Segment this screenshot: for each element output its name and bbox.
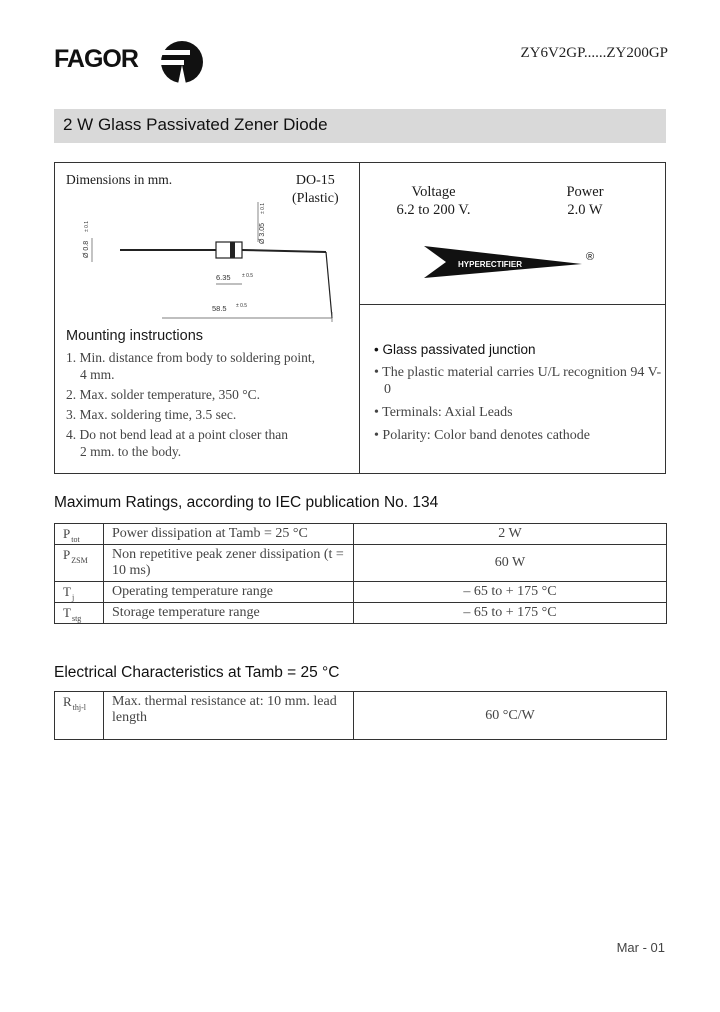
- feature-item: • Glass passivated junction: [374, 342, 536, 357]
- max-ratings-table: [54, 523, 667, 624]
- mounting-list: [66, 349, 354, 463]
- description-cell: Power dissipation at Tamb = 25 °C: [104, 524, 354, 545]
- value-cell: 60 W: [354, 545, 667, 582]
- part-range: ZY6V2GP......ZY200GP: [520, 45, 668, 61]
- table-row: [55, 524, 667, 545]
- table-row: [55, 545, 667, 582]
- symbol-cell: $T_{stg}$: [55, 603, 104, 624]
- power-spec: [542, 183, 628, 219]
- lead-diameter-tolerance: ± 0.1: [84, 220, 90, 232]
- value-cell: 60 °C/W: [354, 692, 667, 740]
- description-cell: Storage temperature range: [104, 603, 354, 624]
- package-name: DO-15: [295, 173, 335, 188]
- table-row: [55, 692, 667, 740]
- lead-diameter-label: Ø 0.8: [83, 240, 90, 258]
- panel-divider: [359, 162, 360, 474]
- mounting-item: 2. Max. solder temperature, 350 °C.: [66, 387, 260, 402]
- dimensions-label: Dimensions in mm.: [66, 172, 173, 187]
- voltage-label: Voltage: [411, 184, 456, 200]
- feature-item: • The plastic material carries U/L recognition 94 V-0: [374, 365, 662, 397]
- hyperectifier-text: HYPERECTIFIER: [458, 260, 523, 269]
- symbol-cell: $P_{tot}$: [55, 524, 104, 545]
- electrical-heading: Electrical Characteristics at Tamb = 25 °C: [54, 664, 340, 681]
- mounting-item: 1. Min. distance from body to soldering point, 4 mm.: [66, 350, 315, 382]
- feature-item: • Terminals: Axial Leads: [374, 405, 513, 420]
- brand-name: FAGOR: [54, 45, 138, 73]
- fagor-mark-icon: [160, 40, 204, 84]
- page-title: 2 W Glass Passivated Zener Diode: [63, 115, 328, 134]
- registered-mark: ®: [586, 251, 595, 263]
- revision-label: Mar - 01: [616, 940, 665, 955]
- description-cell: Operating temperature range: [104, 582, 354, 603]
- symbol-cell: $T_j$: [55, 582, 104, 603]
- voltage-spec: [386, 183, 481, 219]
- fagor-logo: [54, 40, 214, 86]
- hyperectifier-logo: [422, 240, 612, 280]
- body-diameter-label: Ø 3.05: [259, 222, 266, 244]
- panel-divider-horizontal: [359, 304, 666, 305]
- description-cell: Max. thermal resistance at: 10 mm. lead length: [104, 692, 354, 740]
- power-value: 2.0 W: [567, 202, 603, 218]
- diode-dimension-drawing: [64, 192, 354, 322]
- features-list: [374, 341, 664, 450]
- table-row: [55, 603, 667, 624]
- total-length-label: 58.5: [212, 304, 227, 313]
- package-note: (Plastic): [292, 191, 339, 206]
- value-cell: 2 W: [354, 524, 667, 545]
- body-diameter-tolerance: ± 0.1: [260, 202, 266, 214]
- symbol-cell: $P_{ZSM}$: [55, 545, 104, 582]
- total-length-tolerance: ± 0.5: [236, 303, 248, 309]
- electrical-table: [54, 691, 667, 740]
- mounting-title: Mounting instructions: [66, 328, 204, 344]
- mounting-item: 4. Do not bend lead at a point closer than 2 mm. to the body.: [66, 427, 288, 459]
- mounting-item: 3. Max. soldering time, 3.5 sec.: [66, 407, 237, 422]
- body-length-label: 6.35: [216, 273, 231, 282]
- description-cell: Non repetitive peak zener dissipation (t = 10 ms): [104, 545, 354, 582]
- power-label: Power: [566, 184, 604, 200]
- value-cell: – 65 to + 175 °C: [354, 582, 667, 603]
- voltage-value: 6.2 to 200 V.: [396, 202, 471, 218]
- body-length-tolerance: ± 0.5: [242, 273, 254, 279]
- table-row: [55, 582, 667, 603]
- title-bar: [54, 109, 666, 143]
- max-ratings-heading: Maximum Ratings, according to IEC publication No. 134: [54, 494, 439, 511]
- value-cell: – 65 to + 175 °C: [354, 603, 667, 624]
- symbol-cell: $R_{thj-l}$: [55, 692, 104, 740]
- feature-item: • Polarity: Color band denotes cathode: [374, 428, 591, 443]
